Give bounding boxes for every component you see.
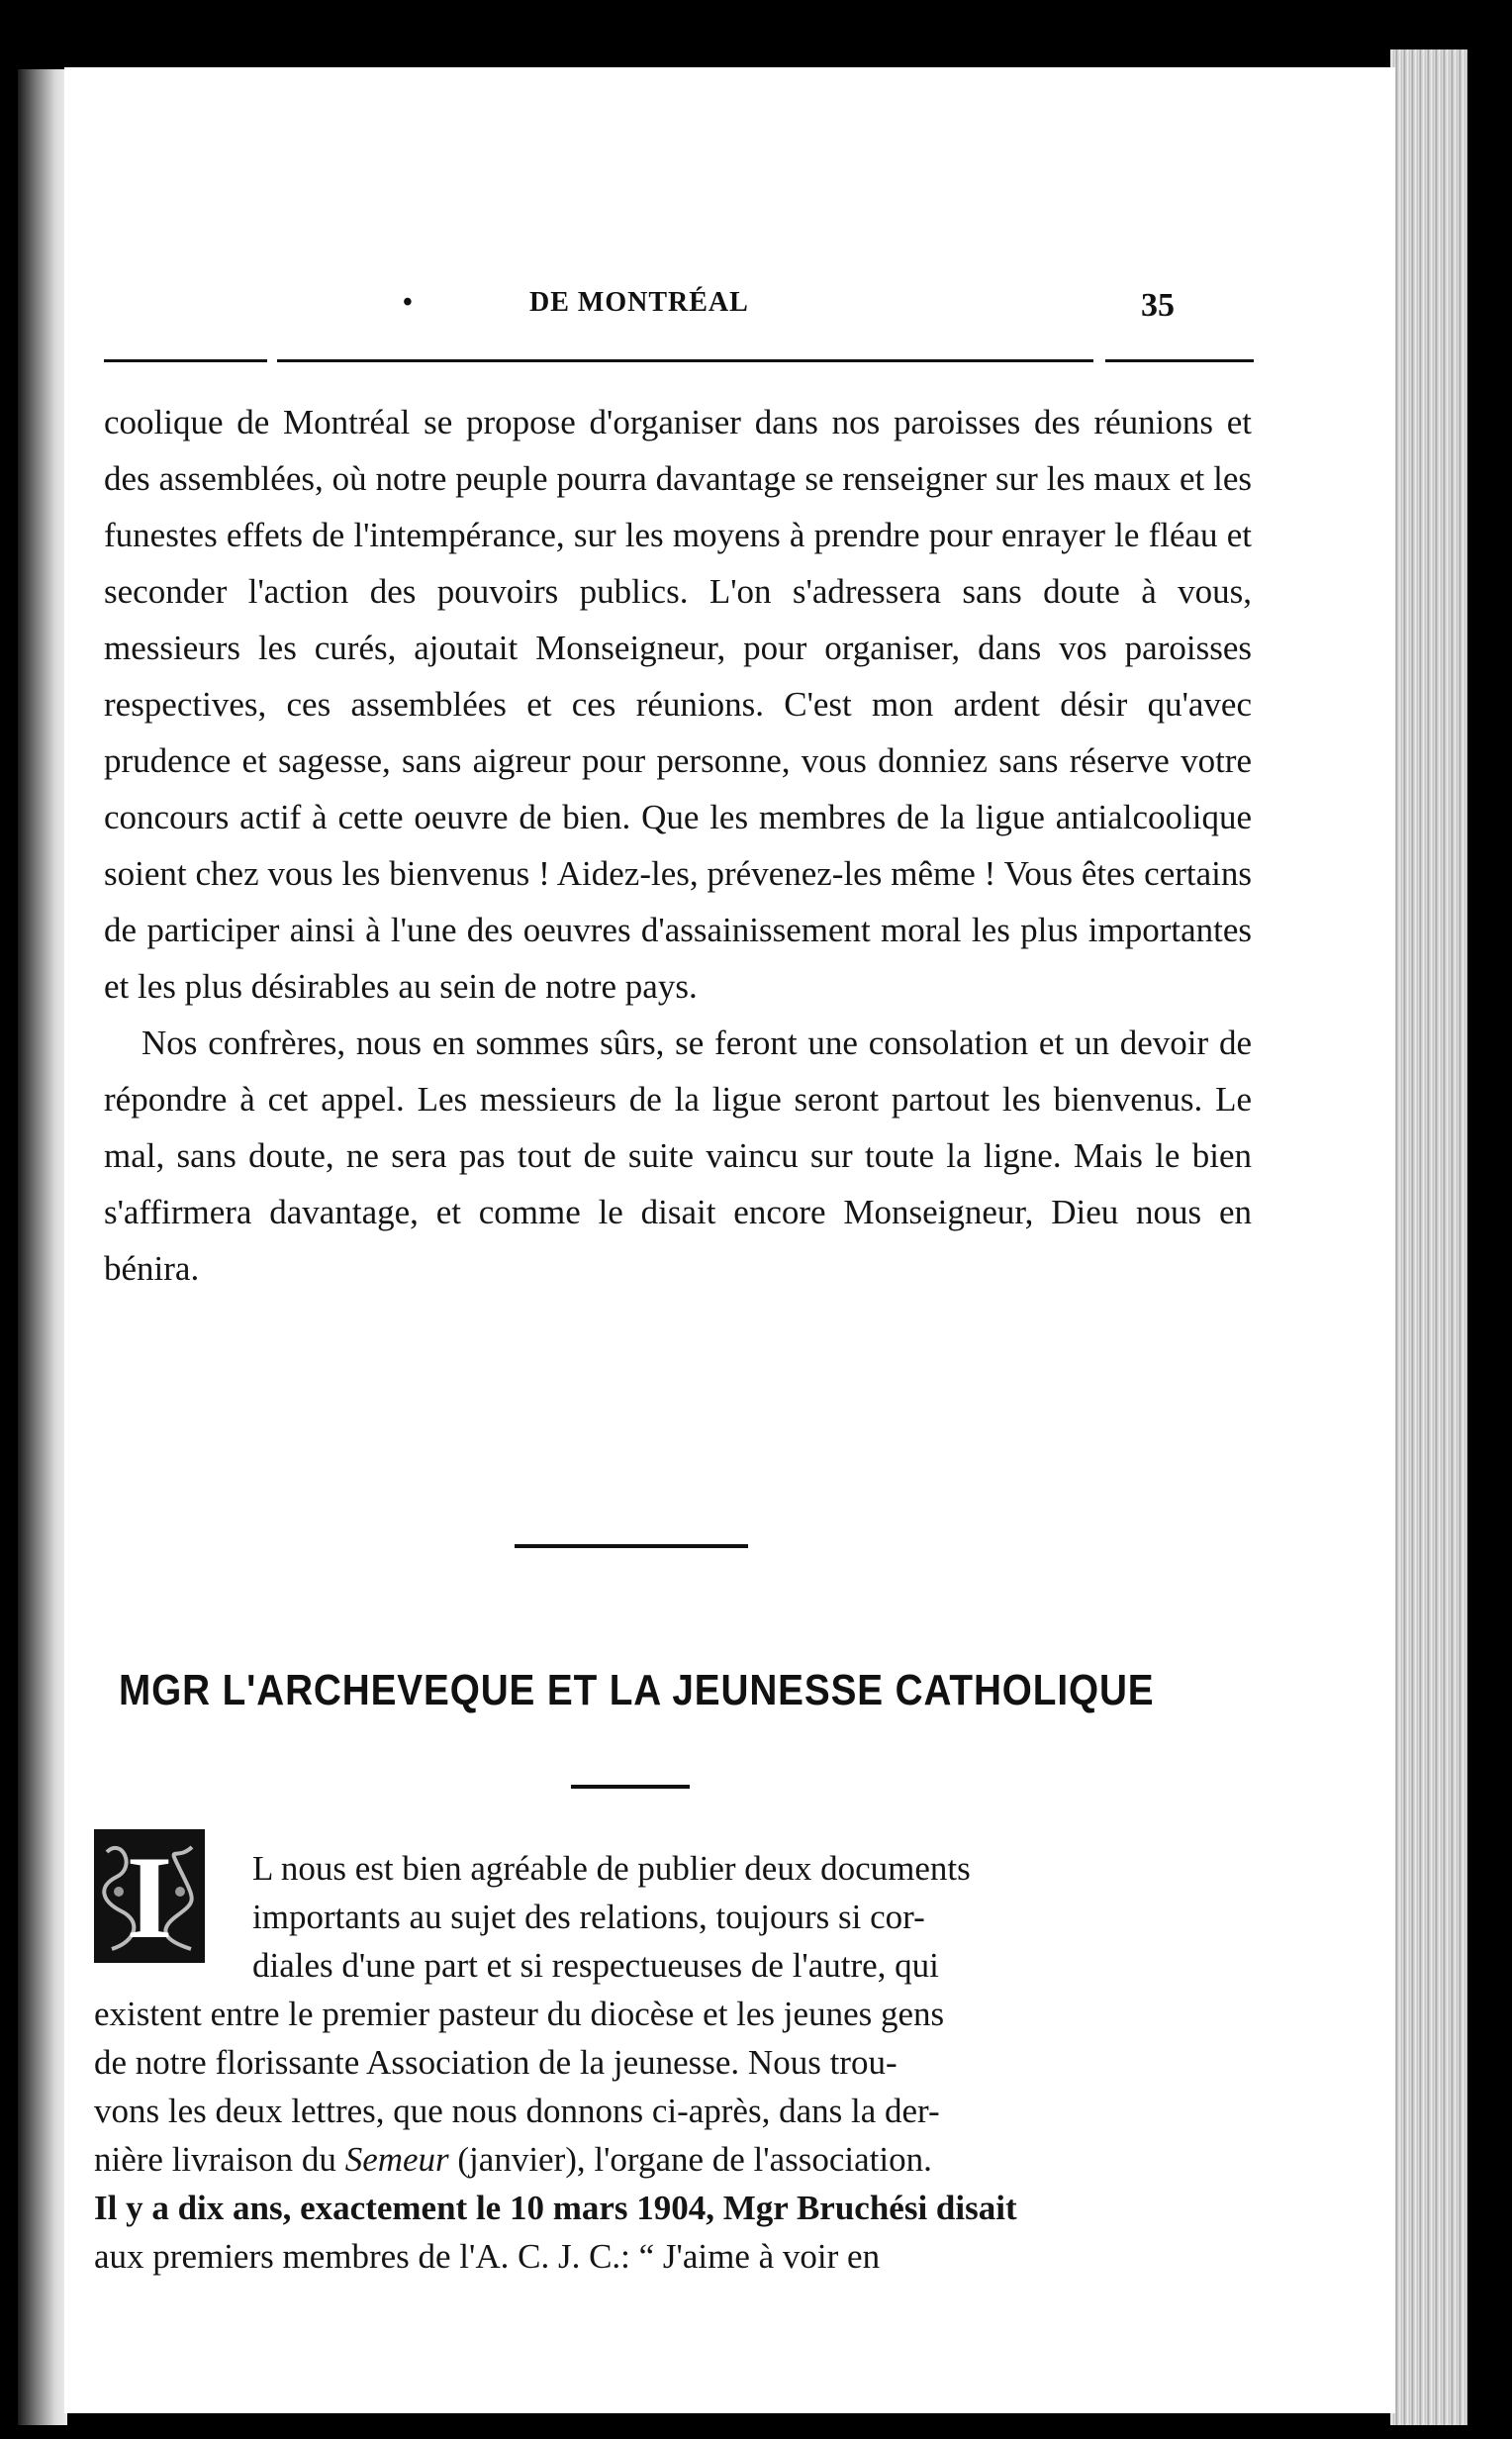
paragraph: coolique de Montréal se propose d'organiser dans nos paroisses des réunions et des assemblées, où notre peuple pourra davantage se renseigner sur les maux et les funestes effets de l'intempérance, sur les moyens à prendre pour enrayer le fléau et seconder l'action des pouvoirs publics. L'on s'adressera sans doute à vous, messieurs les curés, ajoutait Monseigneur, pour organiser, dans vos paroisses respectives, ces assemblées et ces réunions. C'est mon ardent désir qu'avec prudence et sagesse, sans aigreur pour personne, vous donniez sans réserve votre concours actif à cette oeuvre de bien. Que les membres de la ligue antialcoolique soient chez vous les bienvenus ! Aidez-les, prévenez-les même ! Vous êtes certains de participer ainsi à l'une des oeuvres d'assainissement moral les plus importantes et les plus désirables au sein de notre pays. [104,403,1252,1006]
header-ornament: • [403,287,413,318]
book-left-page-edge [18,69,67,2425]
text-fragment: nière livraison du [94,2140,345,2179]
text-line: aux premiers membres de l'A. C. J. C.: “ J'aime à voir en [94,2237,881,2276]
section-body-text [94,1844,1252,2281]
periodical-title: Semeur [344,2140,449,2179]
page-header [64,287,1395,327]
body-text [104,394,1252,1297]
text-line: Il y a dix ans, exactement le 10 mars 1904, Mgr Bruchési disait [94,2189,1017,2227]
running-head: DE MONTRÉAL [529,287,749,318]
text-fragment: (janvier), l'organe de l'association. [448,2140,932,2179]
title-underline-rule [571,1785,690,1789]
section-separator-rule [515,1544,748,1548]
text-line: existent entre le premier pasteur du diocèse et les jeunes gens [94,1995,945,2033]
text-line: importants au sujet des relations, toujours si cor- [252,1898,925,1936]
header-rule-right [1105,359,1254,362]
text-line [94,2135,1252,2184]
paragraph: Nos confrères, nous en sommes sûrs, se feront une consolation et un devoir de répondre à cet appel. Les messieurs de la ligue seront partout les bienvenus. Le mal, sans doute, ne sera pas tout de suite vaincu sur toute la ligne. Mais le bien s'affirmera davantage, et comme le disait encore Monseigneur, Dieu nous en bénira. [104,1024,1252,1288]
text-line: de notre florissante Association de la jeunesse. Nous trou- [94,2043,898,2082]
text-line: diales d'une part et si respectueuses de l'autre, qui [252,1946,939,1985]
book-page [64,67,1395,2413]
page-number: 35 [1141,287,1175,324]
header-rule-center [277,359,1093,362]
section-title: MGR L'ARCHEVEQUE ET LA JEUNESSE CATHOLIQUE [119,1666,1155,1714]
header-rule-left [104,359,267,362]
book-page-edges [1390,49,1467,2425]
text-line: vons les deux lettres, que nous donnons ci-après, dans la der- [94,2092,940,2130]
drop-cap-letter: I [126,1831,173,1963]
text-line: L nous est bien agréable de publier deux documents [252,1849,971,1888]
